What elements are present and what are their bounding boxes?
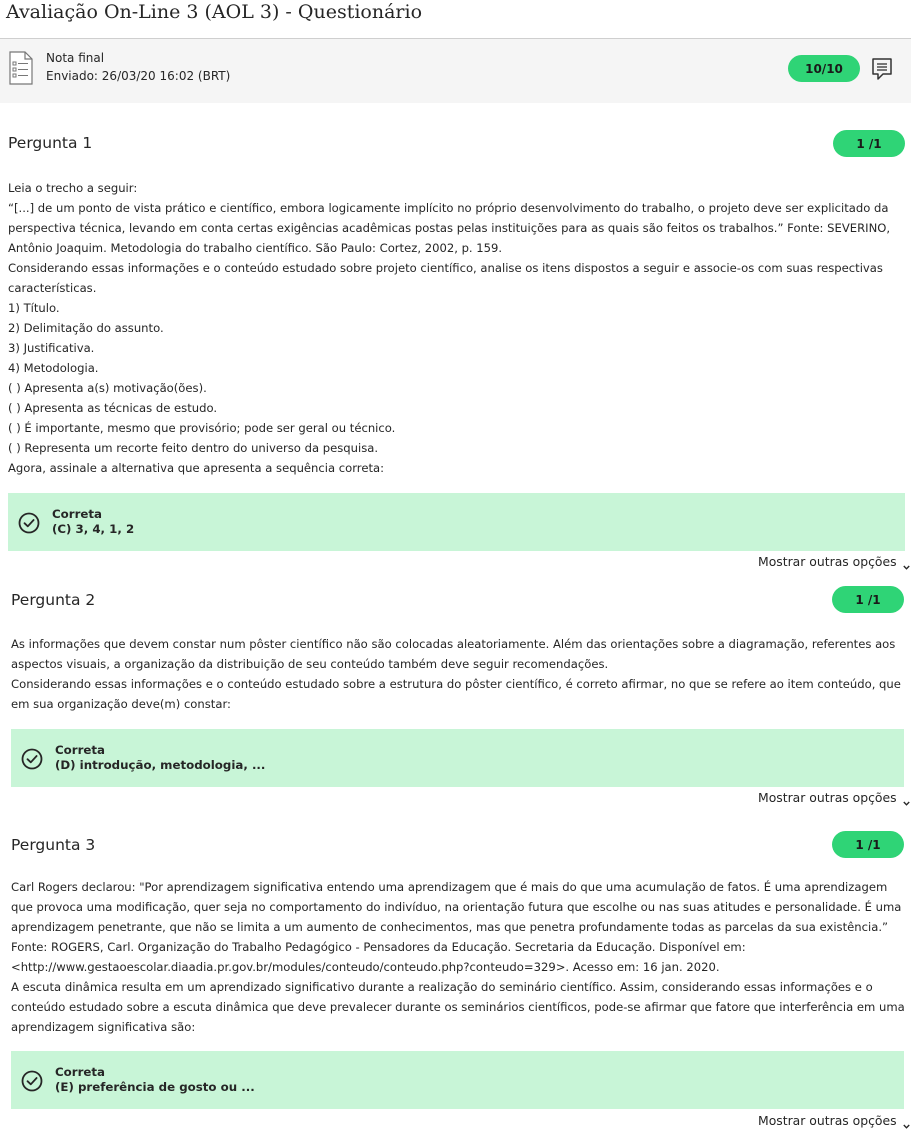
check-circle-icon <box>21 748 43 770</box>
answer-status: Correta <box>55 743 105 757</box>
submitted-timestamp: Enviado: 26/03/20 16:02 (BRT) <box>46 69 231 83</box>
question-line: ( ) Apresenta as técnicas de estudo. <box>8 401 218 415</box>
answer-correct-box <box>11 1051 904 1109</box>
question-line: A escuta dinâmica resulta em um aprendizado significativo durante a realização do seminário científico. Assim, considerando essas informações e o <box>11 980 873 994</box>
question-text <box>11 877 908 1037</box>
page-title: Avaliação On-Line 3 (AOL 3) - Questionário <box>6 1 423 23</box>
chevron-down-icon <box>903 795 910 802</box>
question-line: <http://www.gestaoescolar.diaadia.pr.gov.br/modules/conteudo/conteudo.php?conteudo=329>. Acesso em: 16 jan. 2020. <box>11 960 720 974</box>
question-line: aprendizagem significativa são: <box>11 1020 196 1034</box>
question-line: ( ) É importante, mesmo que provisório; pode ser geral ou técnico. <box>8 421 396 435</box>
question-line: características. <box>8 281 97 295</box>
question-title: Pergunta 2 <box>11 591 96 609</box>
answer-status: Correta <box>55 1065 105 1079</box>
question-line: aspectos visuais, a organização da distribuição de seu conteúdo também deve seguir recomendações. <box>11 657 609 671</box>
question-line: Carl Rogers declarou: "Por aprendizagem significativa entendo uma aprendizagem que é mais do que uma acumulação de fatos. É uma aprendizagem <box>11 880 888 894</box>
show-more-options-link[interactable] <box>758 790 910 806</box>
question-line: perspectiva técnica, levando em conta certas exigências acadêmicas postas pelas instituições para as quais são feitos os trabalhos.” Fonte: SEVERINO, <box>8 221 891 235</box>
question-line: 3) Justificativa. <box>8 341 95 355</box>
chevron-down-icon <box>903 1118 910 1125</box>
answer-status: Correta <box>52 507 102 521</box>
question-score-badge: 1 /1 <box>833 130 905 157</box>
question-line: que provoca uma modificação, quer seja no comportamento do indivíduo, na orientação futura que escolhe ou nas suas atitudes e personalidade. É uma <box>11 900 902 914</box>
grade-summary-bar <box>0 39 911 103</box>
question-line: ( ) Representa um recorte feito dentro do universo da pesquisa. <box>8 441 379 455</box>
answer-correct-box <box>8 493 905 551</box>
show-more-options-label: Mostrar outras opções <box>758 790 897 805</box>
question-score-badge: 1 /1 <box>832 586 904 613</box>
feedback-comment-icon[interactable] <box>871 57 893 81</box>
question-title: Pergunta 3 <box>11 836 96 854</box>
question-line: 4) Metodologia. <box>8 361 99 375</box>
question-line: “[...] de um ponto de vista prático e científico, embora logicamente implícito no próprio desenvolvimento do trabalho, o projeto deve ser explicitado da <box>8 201 889 215</box>
check-circle-icon <box>18 512 40 534</box>
question-line: ( ) Apresenta a(s) motivação(ões). <box>8 381 207 395</box>
answer-text: (D) introdução, metodologia, ... <box>55 758 266 772</box>
question-line: 1) Título. <box>8 301 60 315</box>
check-circle-icon <box>21 1070 43 1092</box>
show-more-options-link[interactable] <box>758 554 910 570</box>
question-line: As informações que devem constar num pôster científico não são colocadas aleatoriamente. Além das orientações sobre a diagramação, referentes aos <box>11 637 896 651</box>
question-line: 2) Delimitação do assunto. <box>8 321 164 335</box>
question-text <box>8 178 908 478</box>
question-line: em sua organização deve(m) constar: <box>11 697 231 711</box>
final-score-badge: 10/10 <box>788 55 860 82</box>
question-text <box>11 634 908 714</box>
question-line: Antônio Joaquim. Metodologia do trabalho científico. São Paulo: Cortez, 2002, p. 159. <box>8 241 503 255</box>
question-line: Considerando essas informações e o conteúdo estudado sobre projeto científico, analise os itens dispostos a seguir e associe-os com suas respectivas <box>8 261 883 275</box>
document-list-icon <box>9 51 33 85</box>
show-more-options-link[interactable] <box>758 1113 910 1129</box>
show-more-options-label: Mostrar outras opções <box>758 1113 897 1128</box>
answer-text: (C) 3, 4, 1, 2 <box>52 522 135 536</box>
grade-label: Nota final <box>46 51 105 65</box>
question-line: Agora, assinale a alternativa que apresenta a sequência correta: <box>8 461 385 475</box>
question-score-badge: 1 /1 <box>832 831 904 858</box>
question-line: Leia o trecho a seguir: <box>8 181 138 195</box>
question-line: Fonte: ROGERS, Carl. Organização do Trabalho Pedagógico - Pensadores da Educação. Secretaria da Educação. Disponível em: <box>11 940 746 954</box>
question-line: Considerando essas informações e o conteúdo estudado sobre a estrutura do pôster científico, é correto afirmar, no que se refere ao item conteúdo, que <box>11 677 901 691</box>
chevron-down-icon <box>903 559 910 566</box>
answer-text: (E) preferência de gosto ou ... <box>55 1080 255 1094</box>
show-more-options-label: Mostrar outras opções <box>758 554 897 569</box>
question-title: Pergunta 1 <box>8 134 93 152</box>
answer-correct-box <box>11 729 904 787</box>
question-line: conteúdo estudado sobre a escuta dinâmica que deve prevalecer durante os seminários científicos, pode-se afirmar que fatore que interferência em uma <box>11 1000 905 1014</box>
question-line: aprendizagem penetrante, que não se limita a um aumento de conhecimentos, mas que penetra profundamente todas as parcelas da sua existência.” <box>11 920 889 934</box>
